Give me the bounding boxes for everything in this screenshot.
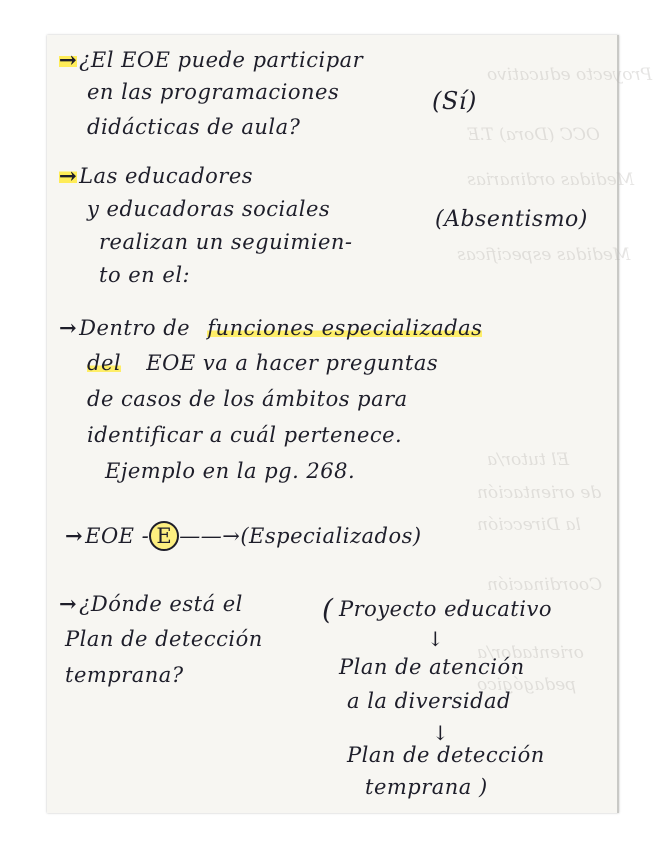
ghost-text: la Dirección bbox=[477, 515, 581, 535]
note-q1-line3: didácticas de aula? bbox=[87, 115, 301, 139]
note-q5-paren: ( bbox=[322, 593, 334, 626]
chain-item: Proyecto educativo bbox=[339, 597, 552, 621]
note-q2-line2: y educadoras sociales bbox=[87, 197, 331, 221]
arrow-icon: → bbox=[59, 591, 78, 616]
note-q1-line2: en las programaciones bbox=[87, 80, 340, 104]
note-q1-line1: →¿El EOE puede participar bbox=[59, 47, 364, 72]
chain-item: Plan de atención bbox=[339, 655, 525, 679]
note-q3-line5: Ejemplo en la pg. 268. bbox=[105, 459, 356, 483]
down-arrow-icon: ↓ bbox=[432, 721, 449, 745]
arrow-icon: → bbox=[65, 523, 84, 548]
note-q5-line3: temprana? bbox=[65, 663, 184, 687]
note-q2-line4: to en el: bbox=[99, 263, 191, 287]
down-arrow-icon: ↓ bbox=[427, 627, 444, 651]
circled-e: E bbox=[149, 521, 179, 551]
notebook-page bbox=[47, 35, 653, 813]
note-q5-line2: Plan de detección bbox=[65, 627, 263, 651]
chain-item: temprana ) bbox=[365, 775, 488, 799]
chain-item: a la diversidad bbox=[347, 689, 511, 713]
ghost-text: Medidas especificas bbox=[457, 245, 631, 265]
arrow-icon: → bbox=[59, 315, 78, 340]
ghost-text: Proyecto educativo bbox=[487, 65, 653, 85]
note-q2-line3: realizan un seguimien- bbox=[99, 230, 353, 254]
note-q3-line4: identificar a cuál pertenece. bbox=[87, 423, 403, 447]
ghost-text: Medidas ordinarias bbox=[467, 170, 635, 190]
note-q1-answer: (Sí) bbox=[432, 87, 477, 115]
ghost-text: Coordinación bbox=[487, 575, 603, 595]
note-q2-answer: (Absentismo) bbox=[435, 207, 588, 232]
note-q3-line3: de casos de los ámbitos para bbox=[87, 387, 408, 411]
ghost-text: orientador/a bbox=[477, 643, 584, 663]
note-q3-line2: del EOE va a hacer preguntas bbox=[87, 351, 439, 375]
note-q2-line1: →Las educadores bbox=[59, 163, 254, 188]
ghost-text: pedagógico bbox=[477, 675, 577, 695]
ghost-text: de orientación bbox=[477, 483, 602, 503]
ghost-text: OCC (Dora) T.E bbox=[467, 125, 600, 145]
arrow-icon: → bbox=[59, 47, 78, 72]
chain-item: Plan de detección bbox=[347, 743, 545, 767]
note-q5-line1: →¿Dónde está el bbox=[59, 591, 243, 616]
note-q4-line: →EOE - E ——→(Especializados) bbox=[65, 521, 422, 551]
arrow-icon: → bbox=[59, 163, 78, 188]
ghost-text: El tutor/a bbox=[487, 450, 570, 470]
note-q3-line1: →Dentro de funciones especializadas bbox=[59, 315, 483, 340]
